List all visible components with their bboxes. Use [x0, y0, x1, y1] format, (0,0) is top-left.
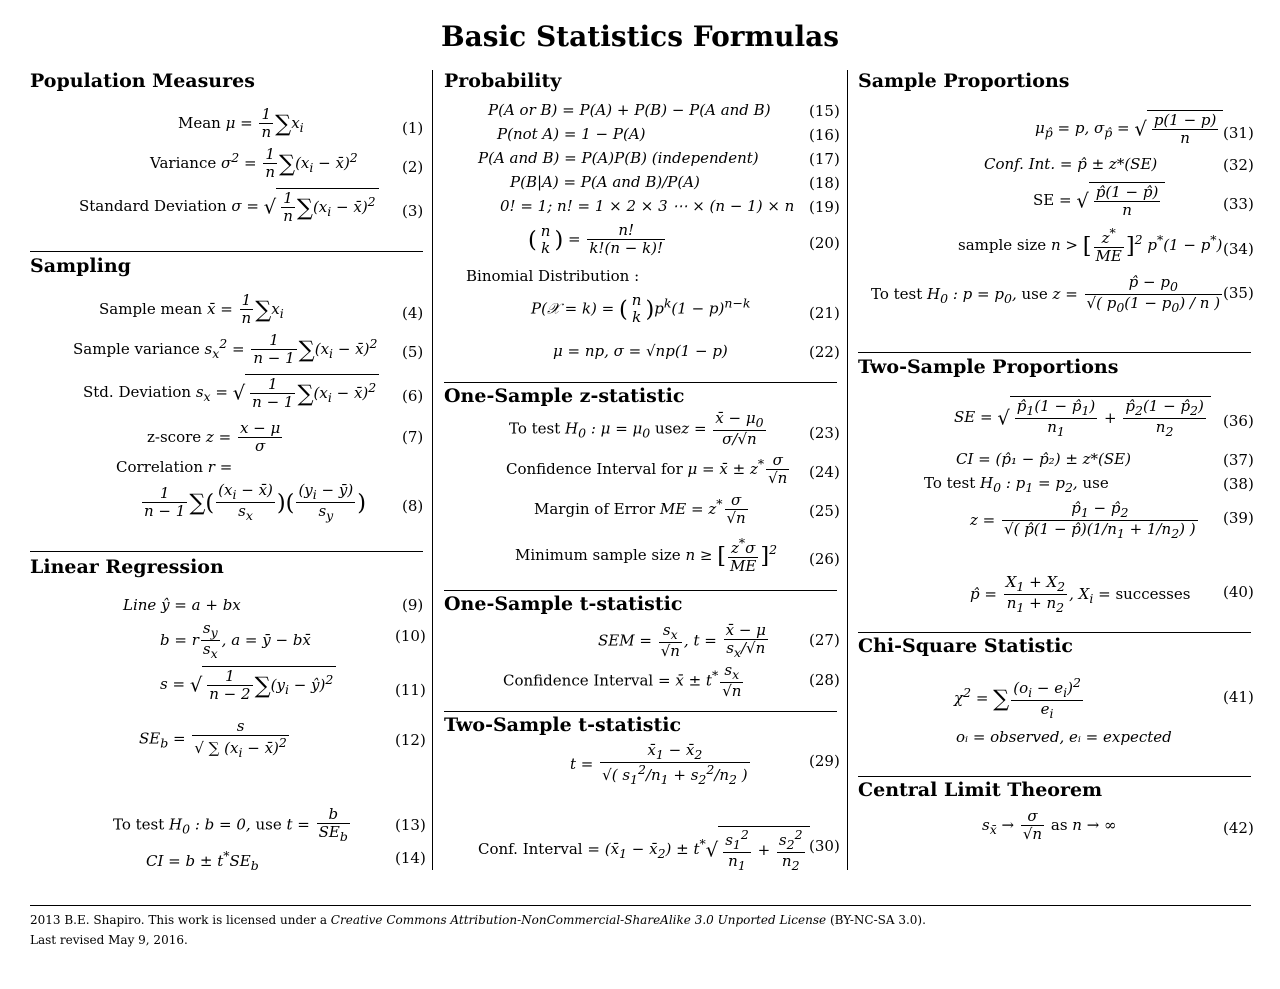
formula-binom-dist: P(𝒳 = k) = ( n k )$p^k(1 - p)^{n-k}$	[531, 291, 751, 327]
license-link[interactable]: Creative Commons Attribution-NonCommercial-ShareAlike 3.0 Unported License	[330, 913, 827, 927]
eq-number: (17)	[809, 150, 840, 168]
formula-std-deviation: Std. Deviation $s_x$ = √ $\frac{1}{n - 1}$ $\sum(x_i$ − x̄)$^2$	[83, 374, 379, 412]
formula-sp-mu: $\mu_{p̂} = p$, $\sigma_{p̂}$ = √ $\frac{p(1 - p)}{n}$	[1035, 110, 1223, 148]
eq-number: (18)	[809, 174, 840, 192]
formula-p-and: P(A and B) = P(A)P(B) (independent)	[478, 149, 759, 167]
eq-number: (6)	[402, 387, 424, 405]
eq-number: (7)	[402, 428, 424, 446]
formula-slope: b = r $\frac{s_y}{s_x}$ , a = ȳ − bx̄	[160, 619, 311, 662]
eq-number: (12)	[395, 731, 426, 749]
formula-z-test: To test $H_0$ : $\mu = \mu_0$ usez = $\frac{x̄ - \mu_0}{\sigma/√n}$	[509, 409, 764, 449]
formula-sp-se: SE = √ $\frac{p̂(1 - p̂)}{n}$	[1033, 182, 1165, 220]
column-divider	[847, 70, 848, 870]
eq-number: (28)	[809, 671, 840, 689]
eq-number: (40)	[1223, 583, 1254, 601]
eq-number: (9)	[402, 596, 424, 614]
eq-number: (11)	[395, 681, 426, 699]
eq-number: (34)	[1223, 240, 1254, 258]
eq-number: (23)	[809, 424, 840, 442]
eq-number: (2)	[402, 158, 424, 176]
formula-p-cond: P(B|A) = P(A and B)/P(A)	[510, 173, 700, 191]
formula-tp-phat: p̂ = $\frac{X_1 + X_2}{n_1 + n_2}$ , $X_i$ = successes	[970, 573, 1191, 616]
formula-mean: Mean μ = $\frac{1}{n}$ $\sum x_i$	[178, 105, 304, 142]
formula-z-me: Margin of Error ME = z* $\frac{\sigma}{√n}$	[534, 491, 746, 528]
formula-sd: Standard Deviation σ = √ $\frac{1}{n}$ $\sum(x_i$ − x̄)$^2$	[79, 188, 379, 226]
section-title-t2: Two-Sample t-statistic	[444, 714, 682, 736]
eq-number: (39)	[1223, 509, 1254, 527]
section-title-props2: Two-Sample Proportions	[858, 356, 1119, 378]
formula-tp-test: To test $H_0$ : $p_1 = p_2$, use	[924, 474, 1109, 495]
eq-number: (22)	[809, 343, 840, 361]
formula-chi-note: oᵢ = observed, eᵢ = expected	[956, 728, 1172, 746]
formula-binom-label: Binomial Distribution :	[466, 267, 640, 285]
eq-number: (13)	[395, 816, 426, 834]
eq-number: (20)	[809, 234, 840, 252]
section-divider	[30, 551, 423, 552]
eq-number: (14)	[395, 849, 426, 867]
section-divider	[444, 711, 837, 712]
section-title-z: One-Sample z-statistic	[444, 385, 685, 407]
formula-sample-mean: Sample mean x̄ = $\frac{1}{n}$ $\sum x_i$	[99, 291, 284, 328]
formula-clt: $s_{x̄}$ → $\frac{\sigma}{√n}$ as n → ∞	[982, 807, 1117, 844]
page-title: Basic Statistics Formulas	[440, 20, 840, 53]
formula-correlation-label: Correlation r =	[116, 458, 233, 476]
eq-number: (4)	[402, 304, 424, 322]
section-divider	[444, 382, 837, 383]
section-divider	[858, 352, 1251, 353]
formula-correlation: $\frac{1}{n - 1}$ ∑( $\frac{(x_i - x̄)}{s_x}$ )( $\frac{(y_i - ȳ)}{s_y}$ )	[144, 481, 366, 524]
section-title-probability: Probability	[444, 70, 562, 92]
eq-number: (19)	[809, 198, 840, 216]
section-title-sampling: Sampling	[30, 255, 131, 277]
section-divider	[444, 590, 837, 591]
formula-variance: Variance $\sigma^2$ = $\frac{1}{n}$ $\sum(x_i$ − x̄)$^2$	[150, 145, 358, 182]
formula-sample-variance: Sample variance $s_x^2$ = $\frac{1}{n - 1}$ $\sum(x_i$ − x̄)$^2$	[73, 331, 378, 368]
eq-number: (37)	[1223, 451, 1254, 469]
eq-number: (27)	[809, 631, 840, 649]
column-divider	[432, 70, 433, 870]
formula-ci-b: CI = $b \pm t^*SE_b$	[146, 848, 259, 873]
formula-p-or: P(A or B) = P(A) + P(B) − P(A and B)	[488, 101, 771, 119]
revision-date: Last revised May 9, 2016.	[30, 933, 188, 947]
formula-zscore: z-score z = $\frac{x - \mu}{\sigma}$	[147, 419, 281, 456]
section-title-props: Sample Proportions	[858, 70, 1070, 92]
eq-number: (41)	[1223, 688, 1254, 706]
formula-t-ci: Confidence Interval = x̄ ± t* $\frac{s_x}{√n}$	[503, 661, 742, 701]
eq-number: (29)	[809, 752, 840, 770]
eq-number: (24)	[809, 463, 840, 481]
formula-sem: SEM = $\frac{s_x}{√n}$ , t = $\frac{x̄ - \mu}{s_x/√n}$	[598, 621, 766, 661]
eq-number: (30)	[809, 837, 840, 855]
section-divider	[30, 251, 423, 252]
formula-binom-coef: ( n k ) = $\frac{n!}{k!(n - k)!}$	[528, 221, 664, 258]
eq-number: (38)	[1223, 475, 1254, 493]
formula-t2-t: t = $\frac{x̄_1 - x̄_2}{√( s_1^2/n_1 + s_2^2/n_2 )}$	[570, 741, 748, 788]
eq-number: (33)	[1223, 195, 1254, 213]
license-line	[30, 913, 926, 927]
section-title-linreg: Linear Regression	[30, 556, 224, 578]
footer-divider	[30, 905, 1251, 906]
license-abbrev: (BY-NC-SA 3.0).	[826, 913, 926, 927]
formula-sp-n: sample size n > [ $\frac{z^*}{ME}$ ]$^2$ p*(1 − p*)	[958, 225, 1223, 266]
formula-z-ci: Confidence Interval for μ = x̄ ± z* $\frac{\sigma}{√n}$	[506, 451, 788, 488]
section-title-t1: One-Sample t-statistic	[444, 593, 683, 615]
section-divider	[858, 776, 1251, 777]
formula-tp-ci: CI = (p̂₁ − p̂₂) ± z*(SE)	[956, 450, 1131, 468]
eq-number: (16)	[809, 126, 840, 144]
formula-tp-se: SE = √ $\frac{p̂_1(1 - p̂_1)}{n_1}$ + $\frac{p̂_2(1 - p̂_2)}{n_2}$	[954, 396, 1211, 440]
formula-binom-mu: μ = np, σ = √np(1 − p)	[553, 342, 728, 360]
eq-number: (8)	[402, 497, 424, 515]
eq-number: (36)	[1223, 412, 1254, 430]
section-divider	[858, 632, 1251, 633]
formula-p-not: P(not A) = 1 − P(A)	[497, 125, 646, 143]
eq-number: (21)	[809, 304, 840, 322]
formula-chi: $\chi^2$ = ∑ $\frac{(o_i - e_i)^2}{e_i}$	[954, 675, 1081, 722]
eq-number: (3)	[402, 202, 424, 220]
eq-number: (1)	[402, 119, 424, 137]
formula-sp-test: To test $H_0$ : $p = p_0$, use z = $\frac{p̂ - p_0}{√( p_0(1 - p_0) / n )}$	[871, 273, 1221, 316]
eq-number: (5)	[402, 343, 424, 361]
eq-number: (26)	[809, 550, 840, 568]
formula-s: s = √ $\frac{1}{n - 2}$ $\sum(y_i$ − ŷ)$^2$	[160, 666, 336, 704]
section-title-population: Population Measures	[30, 70, 255, 92]
section-title-clt: Central Limit Theorem	[858, 779, 1103, 801]
license-text: 2013 B.E. Shapiro. This work is licensed under a	[30, 913, 331, 927]
eq-number: (42)	[1223, 819, 1254, 837]
eq-number: (31)	[1223, 124, 1254, 142]
section-title-chi: Chi-Square Statistic	[858, 635, 1073, 657]
formula-test-b: To test $H_0$ : b = 0, use t = $\frac{b}{SE_b}$	[113, 805, 348, 845]
eq-number: (10)	[395, 627, 426, 645]
formula-z-n: Minimum sample size n ≥ [ $\frac{z^*\sigma}{ME}$ ]$^2$	[515, 535, 778, 576]
eq-number: (32)	[1223, 156, 1254, 174]
eq-number: (35)	[1223, 284, 1254, 302]
eq-number: (15)	[809, 102, 840, 120]
formula-sp-ci: Conf. Int. = p̂ ± z*(SE)	[984, 155, 1158, 173]
eq-number: (25)	[809, 502, 840, 520]
formula-seb: $SE_b$ = $\frac{s}{√ \sum (x_i - x̄)^2}$	[139, 717, 287, 761]
formula-line: Line ŷ = a + bx	[123, 596, 241, 614]
formula-t2-ci: Conf. Interval = ($x̄_1$ − $x̄_2) \pm t^*√$ $\frac{s_1^2}{n_1}$ + $\frac{s_2^2}{n_2}$	[478, 826, 810, 874]
formula-factorial: 0! = 1; n! = 1 × 2 × 3 ⋯ × (n − 1) × n	[500, 197, 795, 215]
formula-tp-z: z = $\frac{p̂_1 - p̂_2}{√( p̂(1 - p̂)(1/n_1 + 1/n_2) )}$	[970, 499, 1196, 542]
